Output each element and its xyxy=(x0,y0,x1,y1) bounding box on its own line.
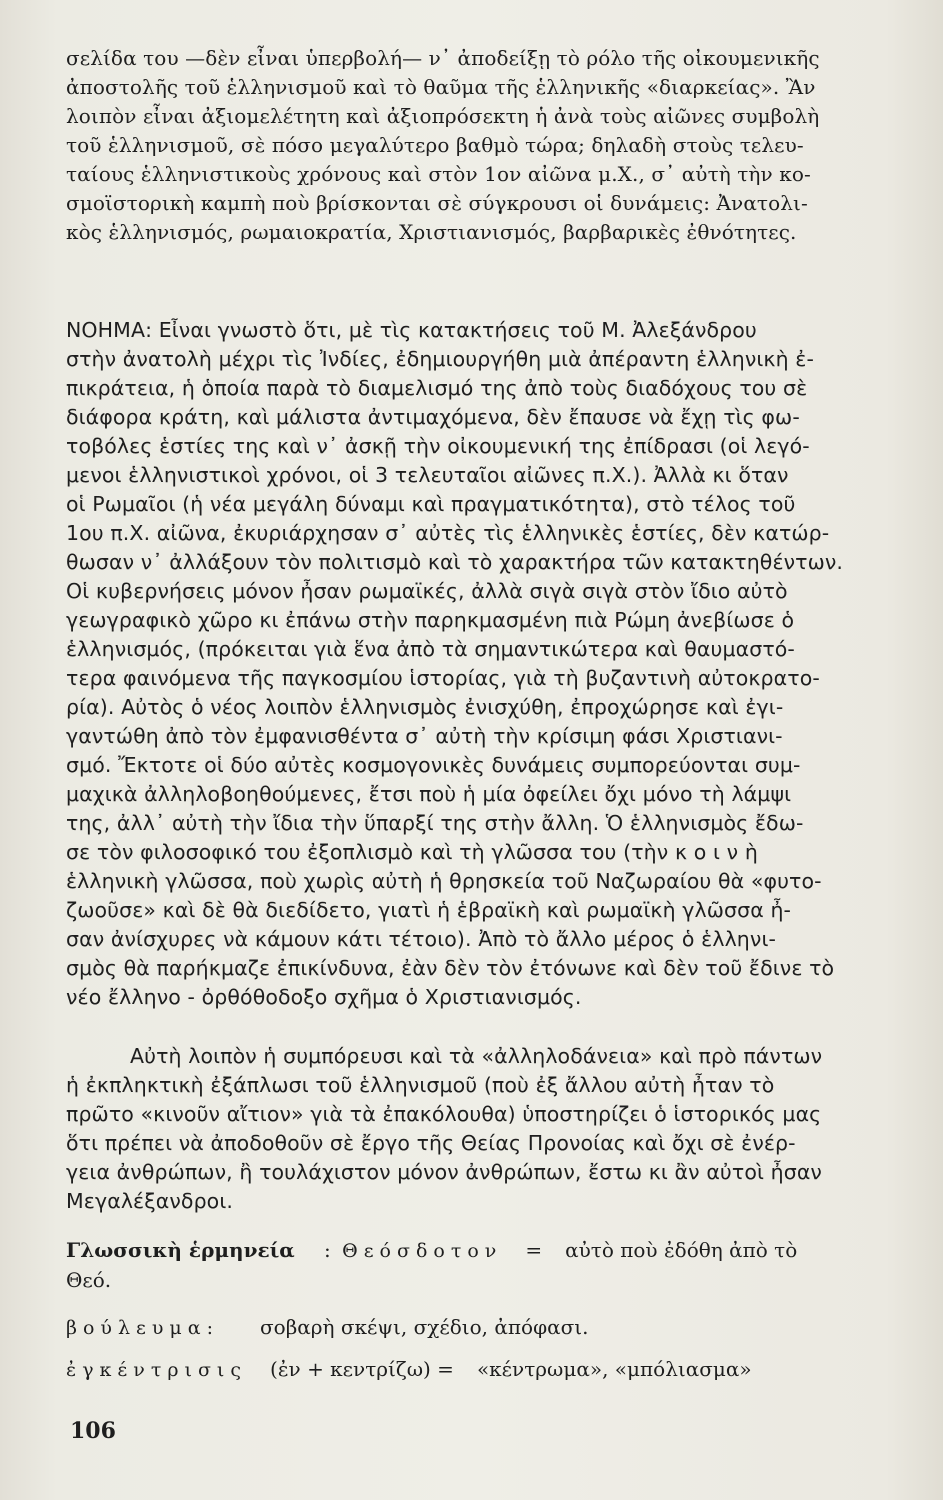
text-line: ἑλληνικὴ γλῶσσα, ποὺ χωρὶς αὐτὴ ἡ θρησκεία τοῦ Ναζωραίου θὰ «φυτο- xyxy=(66,869,822,893)
text-line: σμοϊστορικὴ καμπὴ ποὺ βρίσκονται σὲ σύγκρουσι οἱ δυνάμεις: Ἀνατολι- xyxy=(66,191,808,215)
text-line: τοβόλες ἑστίες της καὶ ν᾿ ἀσκῇ τὴν οἰκουμενική της ἐπίδρασι (οἱ λεγό- xyxy=(66,434,810,458)
paragraph-3 xyxy=(66,1042,913,1216)
glossary-definition: σοβαρὴ σκέψι, σχέδιο, ἀπόφασι. xyxy=(260,1315,589,1339)
text-line: σμό. Ἔκτοτε οἱ δύο αὐτὲς κοσμογονικὲς δυνάμεις συμπορεύονται συμ- xyxy=(66,753,801,777)
glossary-heading: Γλωσσικὴ ἑρμηνεία xyxy=(66,1238,295,1262)
text-line: ρία). Αὐτὸς ὁ νέος λοιπὸν ἑλληνισμὸς ἐνισχύθη, ἐπροχώρησε καὶ ἐγι- xyxy=(66,695,784,719)
text-line: λοιπὸν εἶναι ἀξιομελέτητη καὶ ἀξιοπρόσεκτη ἡ ἀνὰ τοὺς αἰῶνες συμβολὴ xyxy=(66,104,820,128)
text-line: ταίους ἑλληνιστικοὺς χρόνους καὶ στὸν 1ον αἰῶνα μ.Χ., σ᾿ αὐτὴ τὴν κο- xyxy=(66,162,811,186)
glossary-entry xyxy=(66,1236,913,1266)
text-line: ζωοῦσε» καὶ δὲ θὰ διεδίδετο, γιατὶ ἡ ἑβραϊκὴ καὶ ρωμαϊκὴ γλῶσσα ἦ- xyxy=(66,898,792,922)
text-line: σμὸς θὰ παρήκμαζε ἐπικίνδυνα, ἐὰν δὲν τὸν ἐτόνωνε καὶ δὲν τοῦ ἔδινε τὸ xyxy=(66,956,835,980)
glossary-separator: (ἐν + κεντρίζω) = xyxy=(270,1357,454,1381)
glossary-entry xyxy=(66,1313,913,1343)
text-line: σαν ἀνίσχυρες νὰ κάμουν κάτι τέτοιο). Ἀπὸ τὸ ἄλλο μέρος ὁ ἑλληνι- xyxy=(66,927,776,951)
text-line: ἑλληνισμός, (πρόκειται γιὰ ἕνα ἀπὸ τὰ σημαντικώτερα καὶ θαυμαστό- xyxy=(66,637,795,661)
text-line: νέο ἔλληνο - ὀρθόθοδοξο σχῆμα ὁ Χριστιανισμός. xyxy=(66,985,582,1009)
glossary-definition: «κέντρωμα», «μπόλιασμα» xyxy=(476,1357,752,1381)
text-line: ὅτι πρέπει νὰ ἀποδοθοῦν σὲ ἔργο τῆς Θείας Προνοίας καὶ ὄχι σὲ ἐνέρ- xyxy=(66,1131,796,1155)
text-line: γαντώθη ἀπὸ τὸν ἐμφανισθέντα σ᾿ αὐτὴ τὴν κρίσιμη φάσι Χριστιανι- xyxy=(66,724,783,748)
text-line: ἡ ἐκπληκτικὴ ἐξάπλωσι τοῦ ἑλληνισμοῦ (ποὺ ἐξ ἄλλου αὐτὴ ἦταν τὸ xyxy=(66,1073,775,1097)
text-line: οἱ Ρωμαῖοι (ἡ νέα μεγάλη δύναμι καὶ πραγματικότητα), στὸ τέλος τοῦ xyxy=(66,492,796,516)
glossary-separator xyxy=(224,1315,242,1339)
glossary xyxy=(66,1236,913,1397)
glossary-entry xyxy=(66,1355,913,1385)
text-line: σε τὸν φιλοσοφικό του ἐξοπλισμὸ καὶ τὴ γλῶσσα του (τὴν κ ο ι ν ὴ xyxy=(66,840,758,864)
text-line: τερα φαινόμενα τῆς παγκοσμίου ἱστορίας, γιὰ τὴ βυζαντινὴ αὐτοκρατο- xyxy=(66,666,820,690)
glossary-definition: αὐτὸ ποὺ ἐδόθη ἀπὸ τὸ xyxy=(565,1238,798,1262)
text-line: σελίδα του —δὲν εἶναι ὑπερβολή— ν᾿ ἀποδείξῃ τὸ ρόλο τῆς οἰκουμενικῆς xyxy=(66,46,820,70)
glossary-term: ἐγκέντρισις xyxy=(66,1359,248,1381)
paragraph-1 xyxy=(66,44,913,247)
text-line: πρῶτο «κινοῦν αἴτιον» γιὰ τὰ ἐπακόλουθα) ὑποστηρίζει ὁ ἱστορικός μας xyxy=(66,1102,822,1126)
text-line: Οἱ κυβερνήσεις μόνον ἦσαν ρωμαϊκές, ἀλλὰ σιγὰ σιγὰ στὸν ἴδιο αὐτὸ xyxy=(66,579,788,603)
text-line: γεωγραφικὸ χῶρο κι ἐπάνω στὴν παρηκμασμένη πιὰ Ρώμη ἀνεβίωσε ὁ xyxy=(66,608,795,632)
text-line: στὴν ἀνατολὴ μέχρι τὶς Ἰνδίες, ἐδημιουργήθη μιὰ ἀπέραντη ἑλληνικὴ ἐ- xyxy=(66,347,814,371)
text-line: Μεγαλέξανδροι. xyxy=(66,1189,233,1213)
text-line: διάφορα κράτη, καὶ μάλιστα ἀντιμαχόμενα, δὲν ἔπαυσε νὰ ἔχῃ τὶς φω- xyxy=(66,405,800,429)
glossary-colon: : xyxy=(317,1238,338,1262)
glossary-separator: = xyxy=(525,1238,543,1262)
paragraph-2-noima xyxy=(66,316,913,1012)
text-line: 1ου π.Χ. αἰῶνα, ἐκυριάρχησαν σ᾿ αὐτὲς τὶς ἑλληνικὲς ἑστίες, δὲν κατώρ- xyxy=(66,521,830,545)
text-line: μενοι ἑλληνιστικοὶ χρόνοι, οἱ 3 τελευταῖοι αἰῶνες π.Χ.). Ἀλλὰ κι ὅταν xyxy=(66,463,789,487)
text-line: πικράτεια, ἡ ὁποία παρὰ τὸ διαμελισμό της ἀπὸ τοὺς διαδόχους του σὲ xyxy=(66,376,808,400)
glossary-continuation: Θεό. xyxy=(66,1268,112,1292)
text-line: ΝΟΗΜΑ: Εἶναι γνωστὸ ὅτι, μὲ τὶς κατακτήσεις τοῦ Μ. Ἀλεξάνδρου xyxy=(66,318,757,342)
text-line: Αὐτὴ λοιπὸν ἡ συμπόρευσι καὶ τὰ «ἀλληλοδάνεια» καὶ πρὸ πάντων xyxy=(130,1044,823,1068)
text-line: μαχικὰ ἀλληλοβοηθούμενες, ἔτσι ποὺ ἡ μία ὀφείλει ὄχι μόνο τὴ λάμψι xyxy=(66,782,792,806)
text-line: της, ἀλλ᾿ αὐτὴ τὴν ἴδια τὴν ὕπαρξί της στὴν ἄλλη. Ὁ ἑλληνισμὸς ἔδω- xyxy=(66,811,804,835)
text-line: θωσαν ν᾿ ἀλλάξουν τὸν πολιτισμὸ καὶ τὸ χαρακτήρα τῶν κατακτηθέντων. xyxy=(66,550,844,574)
text-line: τοῦ ἑλληνισμοῦ, σὲ πόσο μεγαλύτερο βαθμὸ τώρα; δηλαδὴ στοὺς τελευ- xyxy=(66,133,804,157)
text-line: ἀποστολῆς τοῦ ἑλληνισμοῦ καὶ τὸ θαῦμα τῆς ἑλληνικῆς «διαρκείας». Ἂν xyxy=(66,75,816,99)
glossary-term: βούλευμα: xyxy=(66,1317,219,1339)
text-line: κὸς ἑλληνισμός, ρωμαιοκρατία, Χριστιανισμός, βαρβαρικὲς ἐθνότητες. xyxy=(66,220,797,244)
text-line: γεια ἀνθρώπων, ἢ τουλάχιστον μόνον ἀνθρώπων, ἔστω κι ἂν αὐτοὶ ἦσαν xyxy=(66,1160,822,1184)
page-number: 106 xyxy=(70,1418,116,1444)
glossary-term: Θεόσδοτον xyxy=(342,1240,503,1262)
